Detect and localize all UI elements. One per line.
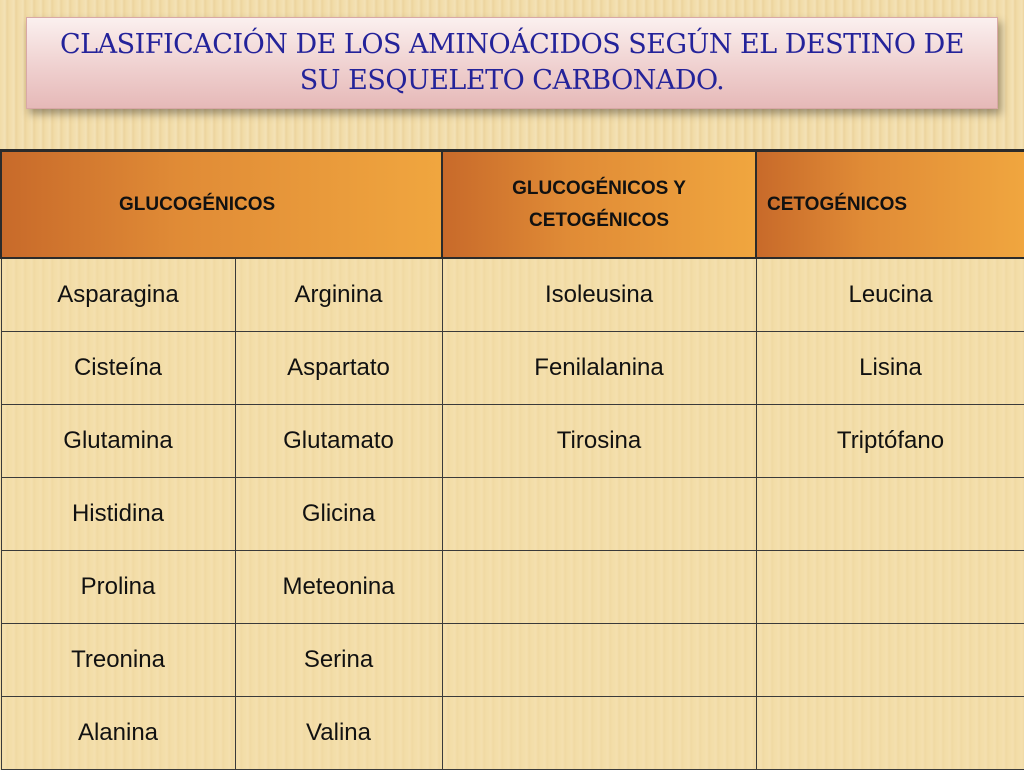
table-row	[1, 405, 1024, 478]
table-cell	[442, 697, 756, 770]
header-glucogenicos-y-cetogenicos	[442, 151, 756, 259]
table-cell: Serina	[235, 624, 442, 697]
table-cell	[756, 697, 1024, 770]
table-cell: Aspartato	[235, 332, 442, 405]
table-cell: Arginina	[235, 258, 442, 332]
table-cell: Glicina	[235, 478, 442, 551]
table-row	[1, 258, 1024, 332]
table-cell: Tirosina	[442, 405, 756, 478]
table-row	[1, 332, 1024, 405]
table-cell	[442, 551, 756, 624]
table-cell	[442, 624, 756, 697]
header-glucogenicos-y-cetogenicos-line2: CETOGÉNICOS	[528, 209, 670, 231]
table-cell: Lisina	[756, 332, 1024, 405]
table-row	[1, 624, 1024, 697]
header-glucogenicos-label: GLUCOGÉNICOS	[119, 193, 276, 215]
table-cell: Alanina	[1, 697, 235, 770]
header-cetogenicos-label: CETOGÉNICOS	[767, 193, 908, 215]
table-cell: Asparagina	[1, 258, 235, 332]
table-row	[1, 478, 1024, 551]
table-header-row	[1, 151, 1024, 259]
table-cell: Glutamato	[235, 405, 442, 478]
table-cell: Glutamina	[1, 405, 235, 478]
table-cell	[756, 478, 1024, 551]
header-glucogenicos-y-cetogenicos-line1: GLUCOGÉNICOS Y	[512, 177, 686, 199]
table-row	[1, 551, 1024, 624]
title-banner	[26, 17, 998, 109]
table-cell: Cisteína	[1, 332, 235, 405]
table-cell	[756, 624, 1024, 697]
header-cetogenicos	[756, 151, 1024, 259]
amino-acid-table-container	[0, 149, 1024, 768]
table-row	[1, 697, 1024, 770]
amino-acid-classification-table	[0, 149, 1024, 770]
table-cell: Treonina	[1, 624, 235, 697]
table-cell: Histidina	[1, 478, 235, 551]
table-cell: Valina	[235, 697, 442, 770]
table-cell	[442, 478, 756, 551]
table-cell: Meteonina	[235, 551, 442, 624]
table-cell: Isoleusina	[442, 258, 756, 332]
page-title: CLASIFICACIÓN DE LOS AMINOÁCIDOS SEGÚN EL DESTINO DE SU ESQUELETO CARBONADO.	[60, 29, 964, 96]
table-cell: Prolina	[1, 551, 235, 624]
table-cell	[756, 551, 1024, 624]
table-cell: Leucina	[756, 258, 1024, 332]
table-cell: Triptófano	[756, 405, 1024, 478]
table-cell: Fenilalanina	[442, 332, 756, 405]
header-glucogenicos	[1, 151, 442, 259]
